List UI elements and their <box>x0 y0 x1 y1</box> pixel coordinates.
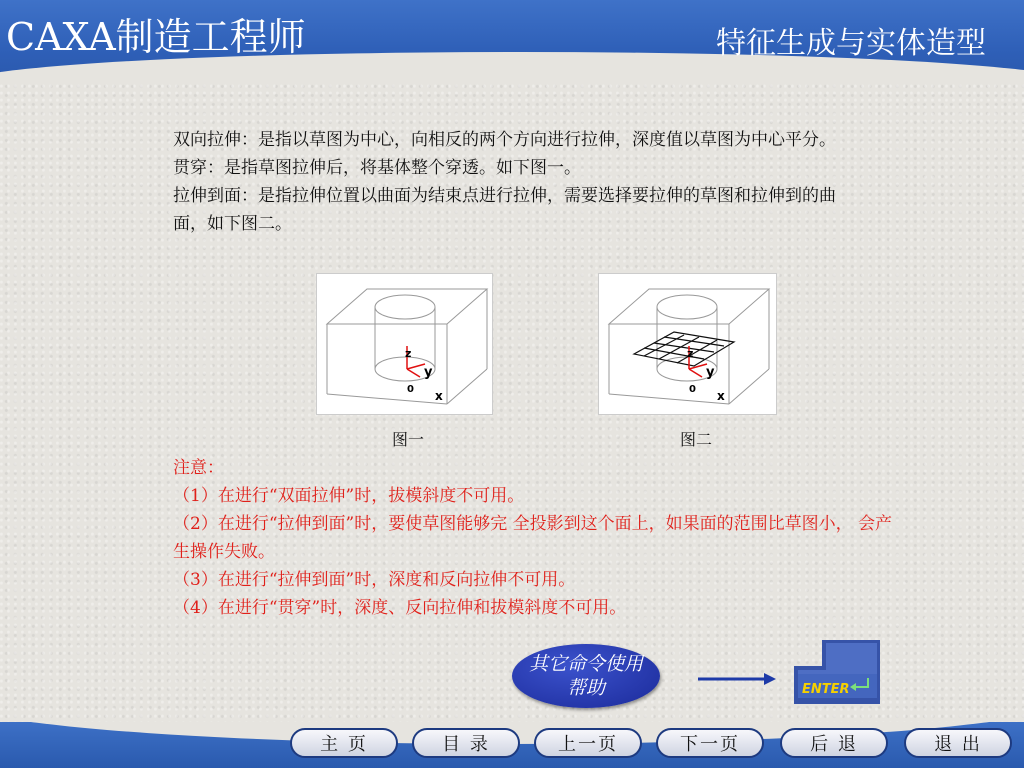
notes-title: 注意： <box>173 458 224 478</box>
fig2-y-label: y <box>706 365 715 380</box>
fig2-z-label: z <box>687 347 694 360</box>
note-item: （3）在进行“拉伸到面”时，深度和反向拉伸不可用。 <box>173 570 576 590</box>
fig2-origin-label: 0 <box>689 384 696 395</box>
fig1-z-label: z <box>405 347 412 360</box>
fig1-y-label: y <box>424 365 433 380</box>
paragraph-to-surface: 拉伸到面：是指拉伸位置以曲面为结束点进行拉伸，需要选择要拉伸的草图和拉伸到的曲面，如下图二。 <box>173 186 836 234</box>
enter-key-button[interactable] <box>794 640 880 704</box>
fig1-origin-label: 0 <box>407 384 414 395</box>
nav-contents-button[interactable]: 目 录 <box>412 728 520 758</box>
nav-prev-page-button[interactable]: 上一页 <box>534 728 642 758</box>
nav-exit-button[interactable]: 退 出 <box>904 728 1012 758</box>
app-title: CAXA制造工程师 <box>6 15 306 59</box>
figure-1-image <box>316 273 493 415</box>
arrow-right-icon <box>698 672 778 686</box>
help-button-label: 其它命令使用帮助 <box>528 653 643 699</box>
note-item: （4）在进行“贯穿”时，深度、反向拉伸和拔模斜度不可用。 <box>173 598 627 618</box>
nav-next-page-button[interactable]: 下一页 <box>656 728 764 758</box>
nav-back-button[interactable]: 后 退 <box>780 728 888 758</box>
description-text <box>173 126 843 238</box>
figure-2-image <box>598 273 777 415</box>
paragraph-bidirectional: 双向拉伸：是指以草图为中心，向相反的两个方向进行拉伸，深度值以草图为中心平分。 <box>173 130 836 150</box>
notes-section <box>173 454 893 622</box>
note-item: （1）在进行“双面拉伸”时，拔模斜度不可用。 <box>173 486 525 506</box>
fig1-x-label: x <box>435 389 443 403</box>
note-item: （2）在进行“拉伸到面”时，要使草图能够完 全投影到这个面上，如果面的范围比草图小， 会产生操作失败。 <box>173 514 893 562</box>
paragraph-through: 贯穿：是指草图拉伸后，将基体整个穿透。如下图一。 <box>173 158 581 178</box>
section-title: 特征生成与实体造型 <box>716 26 986 61</box>
fig2-x-label: x <box>717 389 725 403</box>
figure-2-caption: 图二 <box>680 430 713 449</box>
other-commands-help-button[interactable] <box>512 644 660 708</box>
nav-home-button[interactable]: 主 页 <box>290 728 398 758</box>
figure-1-caption: 图一 <box>392 430 425 449</box>
enter-key-label: ENTER <box>802 682 850 697</box>
